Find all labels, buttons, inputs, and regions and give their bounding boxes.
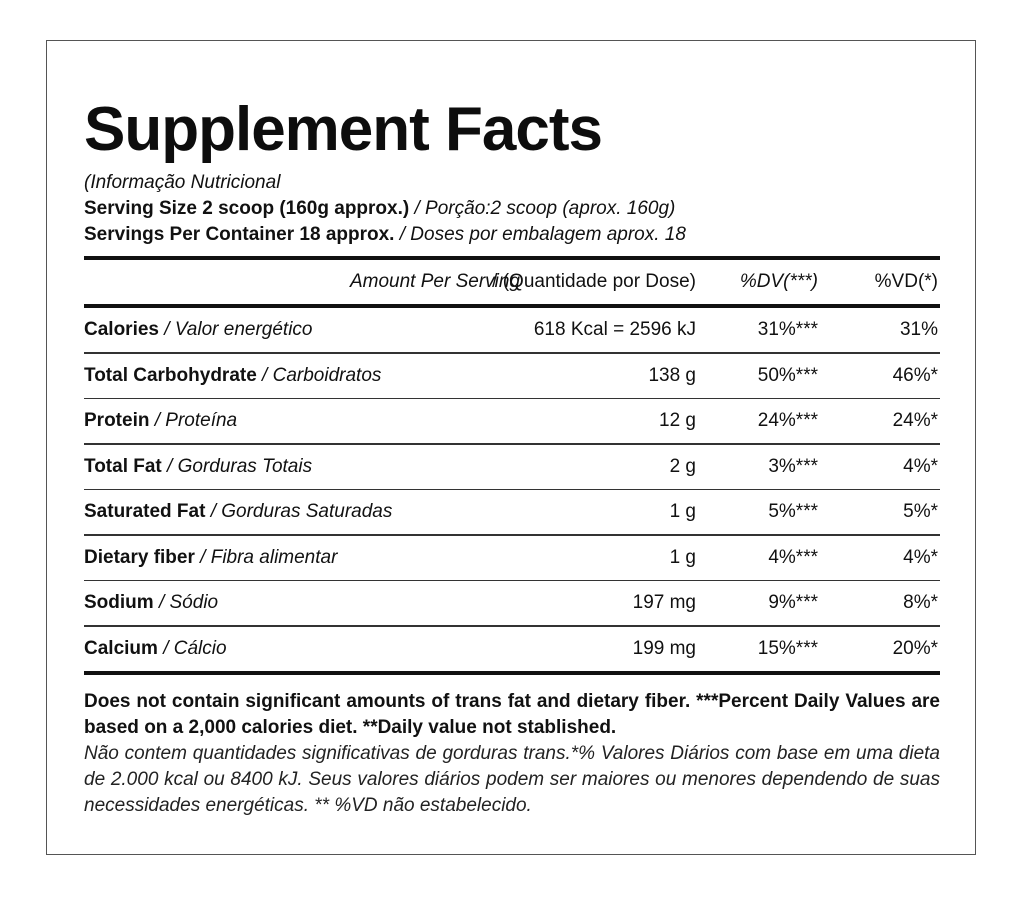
footnote-en: Does not contain significant amounts of trans fat and dietary fiber. ***Percent Daily Values are based on a 2,000 calories diet. **Daily value not stablished. [84, 690, 940, 738]
table-row [84, 308, 940, 354]
supplement-facts-panel [84, 92, 940, 819]
table-row [84, 445, 940, 491]
nutrient-dv-en: 24%*** [757, 410, 818, 431]
servings-per-container-en: Servings Per Container 18 approx. [84, 224, 395, 245]
nutrient-dv-en: 9%*** [768, 592, 818, 613]
table-bottom-rule [84, 671, 940, 675]
nutrient-name: Sodium / Sódio [84, 592, 219, 613]
nutrient-dv-pt: 4%* [903, 546, 938, 568]
table-row [84, 490, 940, 536]
nutrient-dv-en: 31%*** [757, 319, 818, 340]
nutrient-table [84, 308, 940, 671]
nutrient-amount: 12 g [659, 410, 696, 431]
nutrient-dv-en: 50%*** [757, 364, 818, 386]
serving-size [84, 196, 940, 222]
nutrient-dv-pt: 24%* [892, 410, 938, 431]
footnote-pt: Não contem quantidades significativas de gorduras trans.*% Valores Diários com base em uma dieta de 2.000 kcal ou 8400 kJ. Seus valores diários podem ser maiores ou menores dependendo de suas necessidades energéticas. ** %VD não estabelecido. [84, 742, 940, 816]
info-label: (Informação Nutricional [84, 172, 281, 193]
nutrient-dv-pt: 5%* [903, 501, 938, 522]
nutrient-dv-pt: 4%* [903, 455, 938, 477]
table-row [84, 627, 940, 671]
nutrient-dv-en: 3%*** [768, 455, 818, 477]
nutrient-dv-pt: 46%* [892, 364, 938, 386]
nutrient-amount: 2 g [669, 455, 696, 477]
nutrient-name: Total Fat / Gorduras Totais [84, 455, 313, 477]
table-row [84, 581, 940, 627]
table-header [84, 260, 940, 304]
nutrient-name: Calcium / Cálcio [84, 637, 227, 659]
servings-per-container [84, 222, 940, 248]
nutrient-amount: 1 g [669, 546, 696, 568]
panel-title: Supplement Facts [84, 95, 602, 164]
amount-per-serving-label: Amount Per Serving [349, 271, 520, 292]
nutrient-amount: 138 g [648, 364, 696, 386]
nutrient-dv-pt: 8%* [903, 592, 938, 613]
quantidade-label: / (Quantidade por Dose) [492, 271, 696, 292]
footnotes [84, 689, 940, 819]
dv-en-header: %DV(***) [739, 271, 818, 292]
nutrient-dv-pt: 31% [899, 319, 938, 340]
table-row [84, 354, 940, 400]
serving-size-pt: / Porção:2 scoop (aprox. 160g) [409, 198, 676, 219]
table-row [84, 536, 940, 582]
nutrient-dv-en: 15%*** [757, 637, 818, 659]
nutrient-amount: 197 mg [632, 592, 696, 613]
nutrient-name: Saturated Fat / Gorduras Saturadas [84, 501, 393, 522]
servings-per-container-pt: / Doses por embalagem aprox. 18 [394, 224, 686, 245]
nutrient-dv-pt: 20%* [892, 637, 938, 659]
dv-pt-header: %VD(*) [874, 271, 938, 292]
table-row [84, 399, 940, 445]
nutrient-amount: 199 mg [632, 637, 696, 659]
nutrient-amount: 1 g [669, 501, 696, 522]
nutrient-amount: 618 Kcal = 2596 kJ [533, 319, 696, 340]
nutrient-dv-en: 5%*** [768, 501, 818, 522]
nutrient-name: Dietary fiber / Fibra alimentar [84, 546, 338, 568]
serving-size-en: Serving Size 2 scoop (160g approx.) [84, 198, 410, 219]
nutrient-name: Protein / Proteína [84, 410, 238, 431]
nutrient-name: Total Carbohydrate / Carboidratos [84, 364, 382, 386]
nutrient-dv-en: 4%*** [768, 546, 818, 568]
nutrient-name: Calories / Valor energético [84, 319, 313, 340]
